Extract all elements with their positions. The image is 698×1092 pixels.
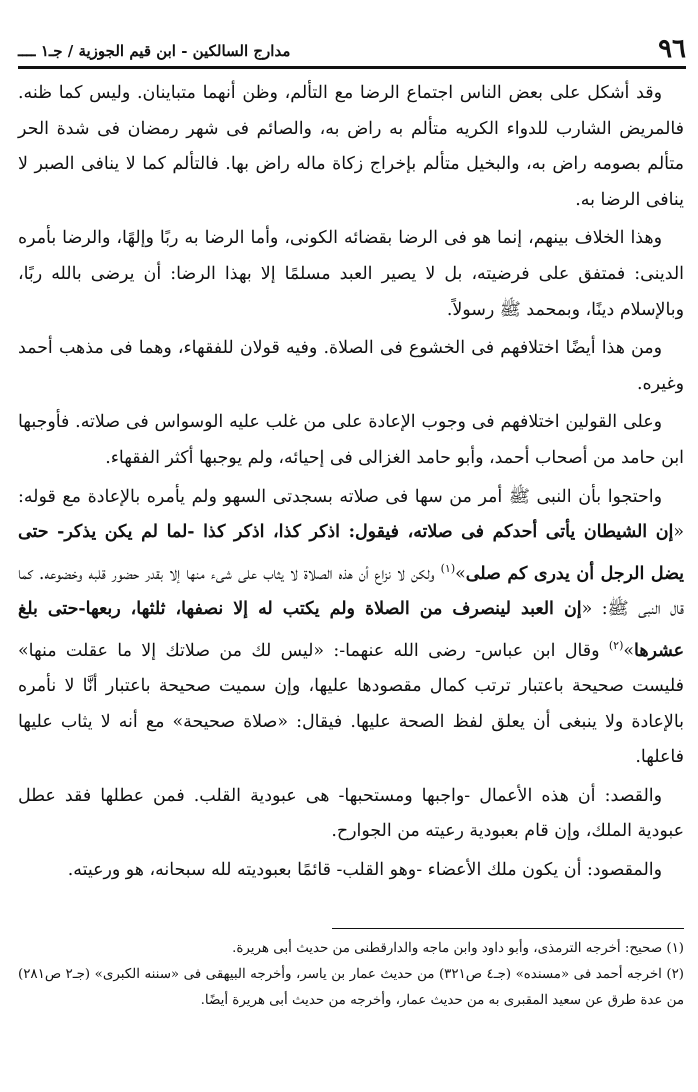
hadith-quote: إن العبد لينصرف من الصلاة ولم يكتب له إلا نصفها، ثلثها، ربعها-حتى بلغ عشرها bbox=[18, 599, 684, 661]
footnote-ref[interactable]: (١) bbox=[440, 561, 456, 575]
text-span: واحتجوا بأن النبى ﷺ أمر من سها فى صلاته بسجدتى السهو ولم يأمره بالإعادة مع قوله: « bbox=[18, 486, 684, 543]
text-span: أن هذه الأعمال -واجبها ومستحبها- هى عبودية القلب. فمن عطلها فقد عطل عبودية الملك، وإن قام بعبودية رعيته من الجوارح. bbox=[18, 785, 684, 842]
paragraph bbox=[18, 853, 684, 889]
term: والقصد: bbox=[604, 785, 662, 806]
text-span: » bbox=[623, 640, 635, 661]
text-span: وقال ابن عباس- رضى الله عنهما-: «ليس لك من صلاتك إلا ما عقلت منها» فليست صحيحة باعتبار ترتب كمال مقصودها عليها، وإن سميت صحيحة باعتبار أنَّا لا نأمره بالإعادة ولا ينبغى أن يعلق لفظ الصحة عليها. فيقال: «صلاة صحيحة» مع أنه لا يثاب عليها فاعلها. bbox=[18, 640, 684, 768]
main-text bbox=[18, 76, 684, 892]
hadith-quote: إن الشيطان يأتى أحدكم فى صلاته، فيقول: اذكر كذا، اذكر كذا -لما لم يكن يذكر- حتى يضل الرجل أن يدرى كم صلى bbox=[18, 522, 684, 584]
term: والمقصود: bbox=[586, 860, 662, 881]
page-number: ٩٦ bbox=[658, 34, 686, 64]
text-span: ولكن لا نزاع أن هذه الصلاة لا يثاب على شىء منها إلا بقدر حضور قلبه وخضوعه. كما قال النبى ﷺ: « bbox=[18, 563, 684, 620]
paragraph: وعلى القولين اختلافهم فى وجوب الإعادة على من غلب عليه الوسواس فى صلاته. فأوجبها ابن حامد من أصحاب أحمد، وأبو حامد الغزالى فى إحيائه، ولم يوجبها أكثر الفقهاء. bbox=[18, 412, 684, 468]
paragraph: وهذا الخلاف بينهم، إنما هو فى الرضا بقضائه الكونى، وأما الرضا به ربًا وإلهًا، والرضا بأمره الدينى: فمتفق على فرضيته، بل لا يصير العبد مسلمًا إلا بهذا الرضا: أن يرضى بالله ربًا، وبالإسلام دينًا، وبمحمد ﷺ رسولاً. bbox=[18, 228, 684, 320]
page-header bbox=[18, 28, 686, 69]
footnote: (٢) اخرجه أحمد فى «مسنده» (جـ٤ ص٣٢١) من حديث عمار بن ياسر، وأخرجه البيهقى فى «سننه الكبرى» (جـ٢ ص٢٨١) من عدة طرق عن سعيد المقبرى به من حديث عمار، وأخرجه من حديث أبى هريرة أيضًا. bbox=[18, 967, 684, 1008]
paragraph bbox=[18, 779, 684, 850]
text-span: » bbox=[455, 563, 466, 584]
footnote-ref[interactable]: (٢) bbox=[608, 638, 624, 652]
footnote-divider bbox=[332, 928, 684, 929]
footnotes bbox=[18, 936, 684, 1014]
paragraph: وقد أشكل على بعض الناس اجتماع الرضا مع التألم، وظن أنهما متباينان. وليس كما ظنه. فالمريض الشارب للدواء الكريه متألم به راض به، والصائم فى شهر رمضان فى شدة الحر متألم بصومه راض به، والبخيل متألم بإخراج زكاة ماله راض بها. فالتألم كما لا ينافى الصبر لا ينافى الرضا به. bbox=[18, 83, 684, 210]
paragraph: ومن هذا أيضًا اختلافهم فى الخشوع فى الصلاة. وفيه قولان للفقهاء، وهما فى مذهب أحمد وغيره. bbox=[18, 338, 684, 394]
paragraph-with-hadith bbox=[18, 480, 684, 776]
running-title: مدارج السالكين - ابن قيم الجوزية / جـ١ ــــ bbox=[18, 42, 291, 60]
footnote: (١) صحيح: أخرجه الترمذى، وأبو داود وابن ماجه والدارقطنى من حديث أبى هريرة. bbox=[232, 941, 684, 956]
text-span: أن يكون ملك الأعضاء -وهو القلب- قائمًا بعبوديته لله سبحانه، هو ورعيته. bbox=[67, 860, 587, 881]
